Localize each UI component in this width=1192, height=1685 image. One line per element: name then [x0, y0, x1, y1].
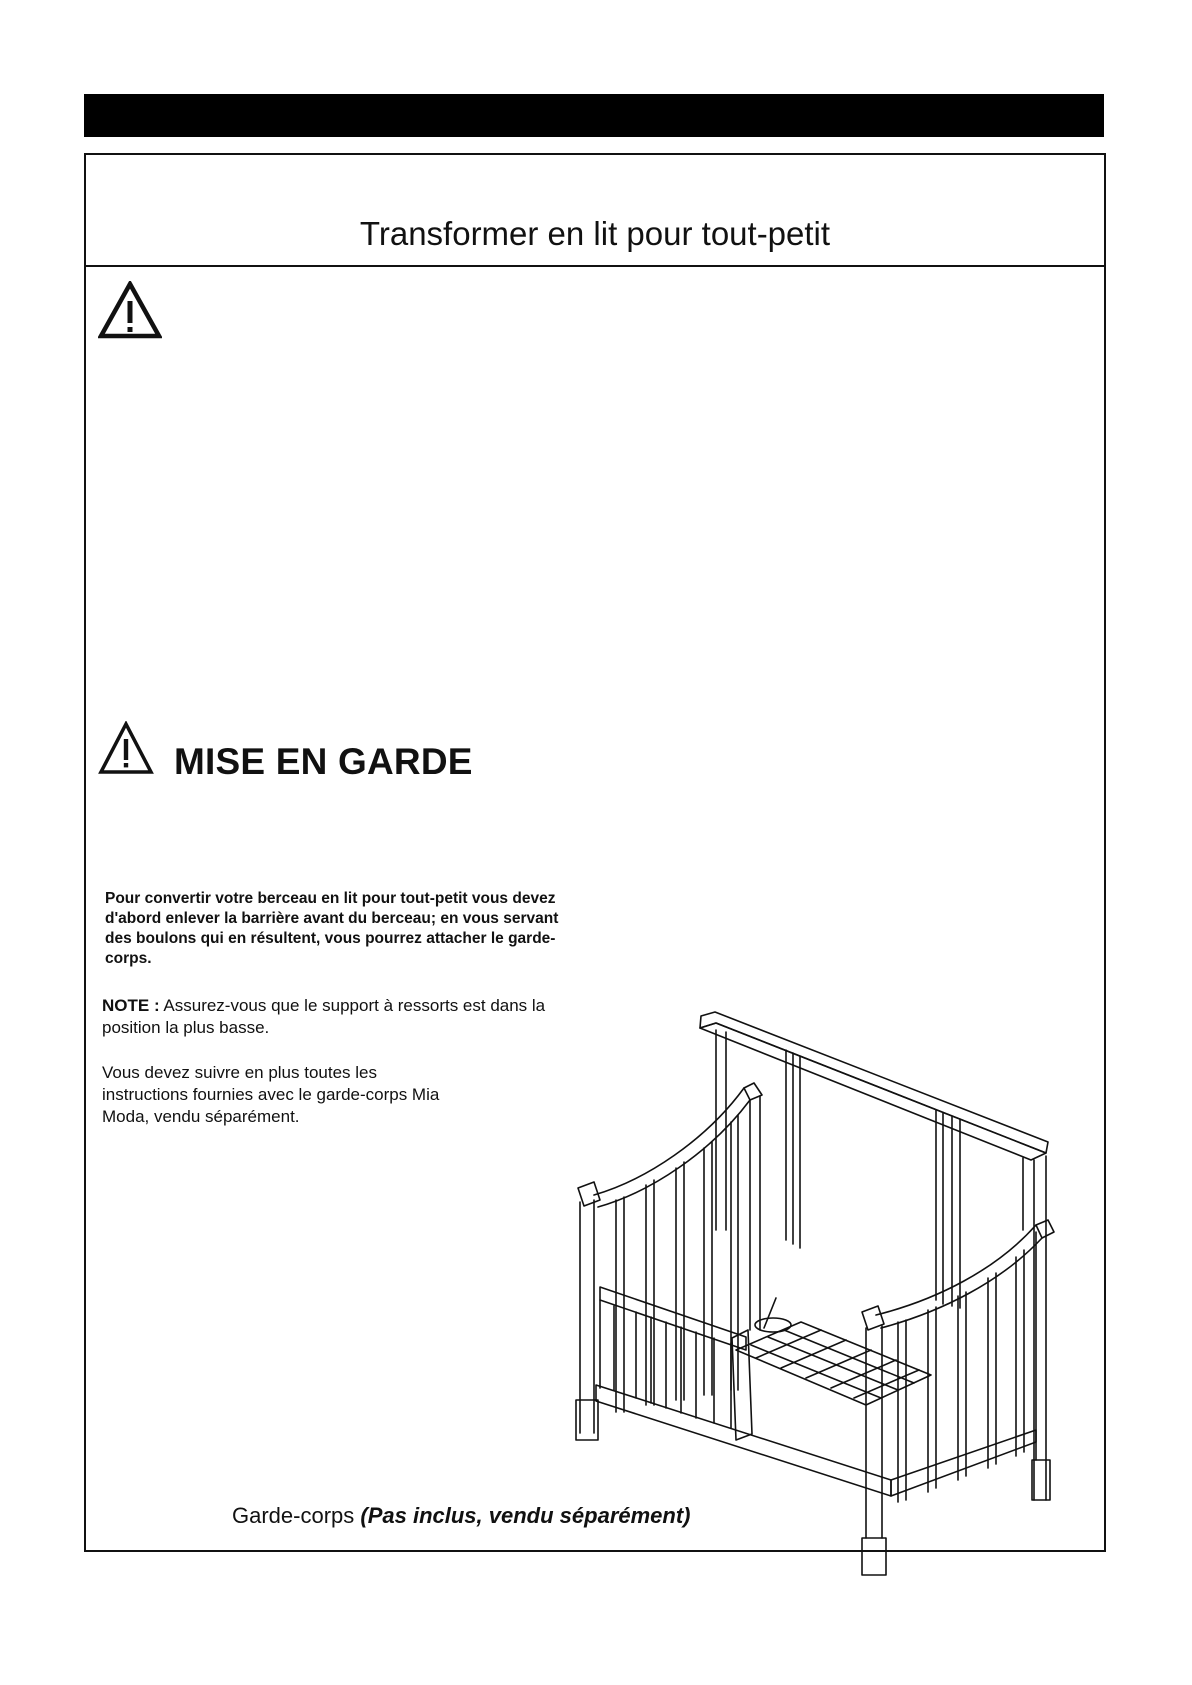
caption-main: Garde-corps	[232, 1503, 361, 1528]
warning-triangle-icon	[98, 721, 154, 775]
note-label: NOTE :	[102, 996, 160, 1015]
additional-instructions: Vous devez suivre en plus toutes les instructions fournies avec le garde-corps Mia Moda, vendu séparément.	[102, 1063, 440, 1126]
caption-emphasis: (Pas inclus, vendu séparément)	[360, 1503, 691, 1528]
toddler-bed-illustration	[536, 860, 1076, 1588]
conversion-instructions: Pour convertir votre berceau en lit pour tout-petit vous devez d'abord enlever la barrière avant du berceau; en vous servant des boulons qui en résultent, vous pourrez attacher le garde-corps.	[105, 890, 559, 967]
note-text: Assurez-vous que le support à ressorts est dans la position la plus basse.	[102, 996, 546, 1037]
instruction-panel	[84, 153, 1106, 1552]
title-row	[86, 155, 1104, 267]
figure-caption	[232, 1503, 691, 1529]
note-paragraph	[102, 995, 552, 1039]
warning-heading: MISE EN GARDE	[174, 741, 473, 782]
warning-triangle-icon	[98, 281, 162, 339]
page-title: Transformer en lit pour tout-petit	[359, 215, 831, 252]
header-bar	[84, 94, 1104, 137]
